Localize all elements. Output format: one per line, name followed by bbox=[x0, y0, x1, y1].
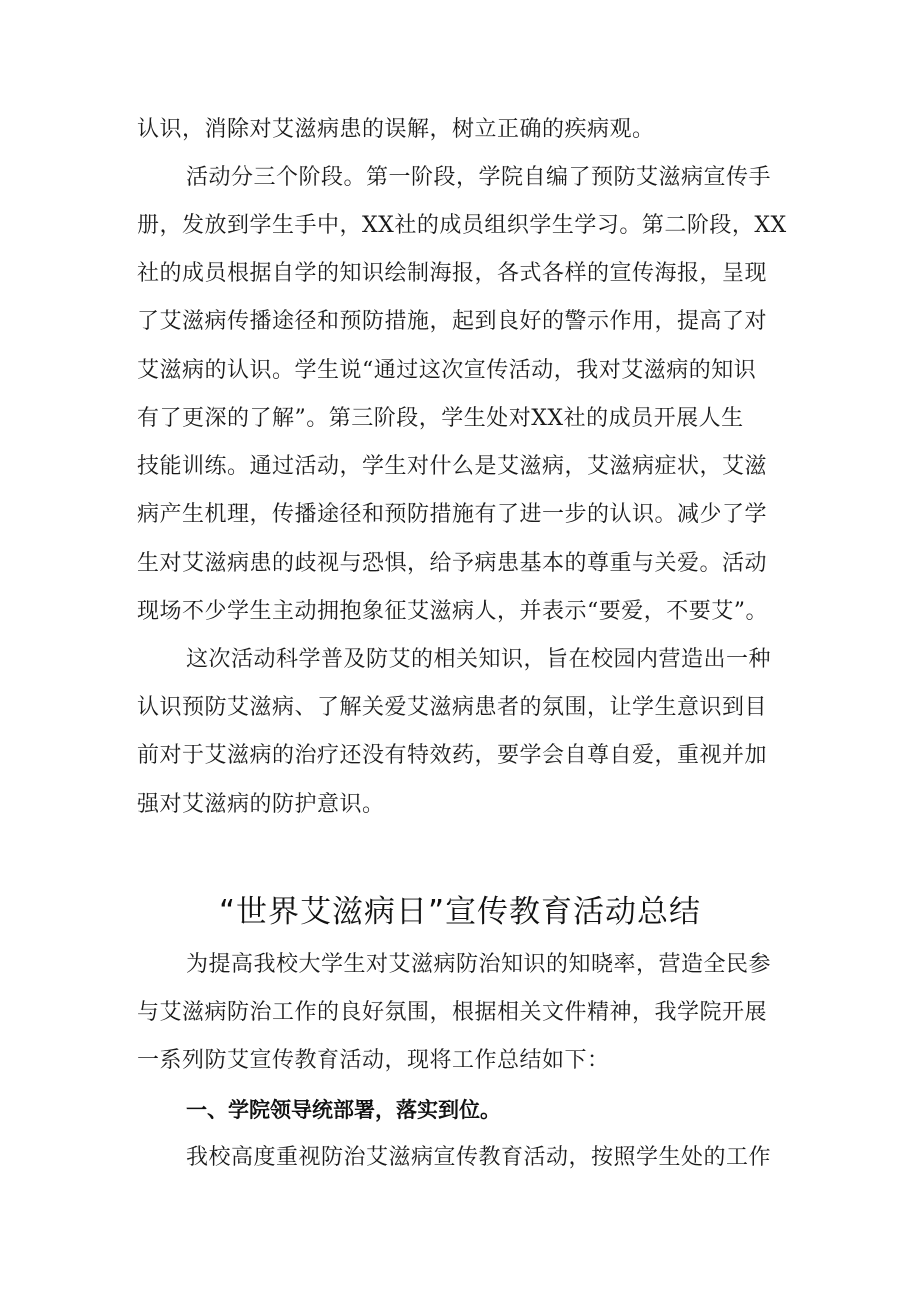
paragraph-line: 了艾滋病传播途径和预防措施，起到良好的警示作用，提高了对 bbox=[137, 309, 768, 334]
paragraph-line: 生对艾滋病患的歧视与恐惧，给予病患基本的尊重与关爱。活动 bbox=[137, 551, 768, 576]
paragraph-line: 认识，消除对艾滋病患的误解，树立正确的疾病观。 bbox=[137, 117, 655, 142]
paragraph-line: 这次活动科学普及防艾的相关知识，旨在校园内营造出一种 bbox=[186, 647, 772, 672]
paragraph-line: 为提高我校大学生对艾滋病防治知识的知晓率，营造全民参 bbox=[186, 952, 772, 977]
paragraph-line: 艾滋病的认识。学生说“通过这次宣传活动，我对艾滋病的知识 bbox=[137, 358, 757, 383]
paragraph-line: 我校高度重视防治艾滋病宣传教育活动，按照学生处的工作 bbox=[186, 1145, 772, 1170]
paragraph-line: 与艾滋病防治工作的良好氛围，根据相关文件精神，我学院开展 bbox=[137, 1000, 768, 1025]
paragraph-line: 前对于艾滋病的治疗还没有特效药，要学会自尊自爱，重视并加 bbox=[137, 743, 768, 768]
paragraph-line: 技能训练。通过活动，学生对什么是艾滋病，艾滋病症状，艾滋 bbox=[137, 454, 768, 479]
paragraph-line: 认识预防艾滋病、了解关爱艾滋病患者的氛围，让学生意识到目 bbox=[137, 695, 768, 720]
paragraph-line: 强对艾滋病的防护意识。 bbox=[137, 792, 385, 817]
paragraph-line: 一系列防艾宣传教育活动，现将工作总结如下： bbox=[137, 1048, 610, 1073]
paragraph-line: 有了更深的了解”。第三阶段，学生处对XX社的成员开展人生 bbox=[137, 406, 744, 431]
section-heading: 一、学院领导统部署，落实到位。 bbox=[186, 1098, 501, 1122]
paragraph-line: 社的成员根据自学的知识绘制海报，各式各样的宣传海报，呈现 bbox=[137, 261, 768, 286]
document-title: “世界艾滋病日”宣传教育活动总结 bbox=[218, 894, 702, 930]
paragraph-line: 现场不少学生主动拥抱象征艾滋病人，并表示“要爱，不要艾”。 bbox=[137, 599, 768, 624]
paragraph-line: 册，发放到学生手中，XX社的成员组织学生学习。第二阶段，XX bbox=[137, 213, 787, 238]
paragraph-line: 病产生机理，传播途径和预防措施有了进一步的认识。减少了学 bbox=[137, 502, 768, 527]
paragraph-line: 活动分三个阶段。第一阶段，学院自编了预防艾滋病宣传手 bbox=[186, 165, 772, 190]
